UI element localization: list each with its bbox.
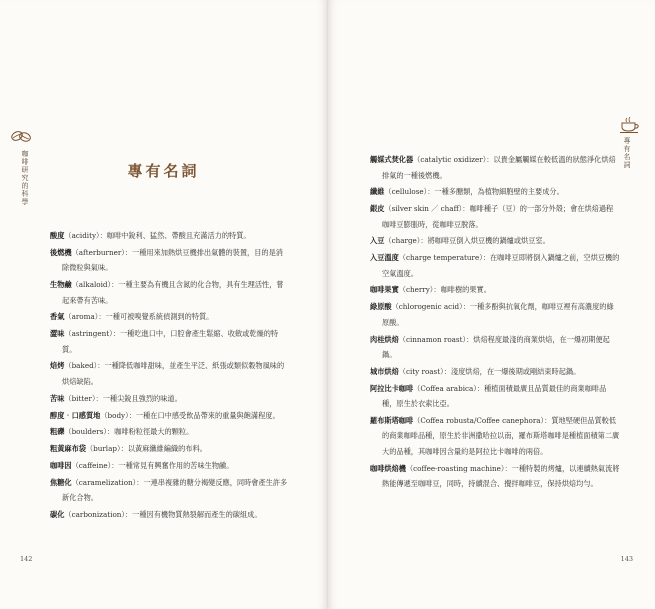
- entry-term: 焦糖化: [50, 477, 72, 487]
- glossary-list-right: [370, 152, 620, 493]
- entry-term: 入豆溫度: [370, 253, 399, 263]
- side-tab-chapter: 專有名詞: [623, 137, 631, 169]
- glossary-entry: [50, 458, 290, 474]
- glossary-entry: [370, 282, 620, 298]
- entry-term: 阿拉比卡咖啡: [370, 383, 414, 393]
- entry-term: 咖啡烘焙機: [370, 463, 406, 473]
- glossary-entry: [50, 475, 290, 506]
- entry-definition: （caramelization）：一連串複雜的糖分褐變反應，同時會產生許多新化合物。: [62, 477, 288, 503]
- glossary-entry: [370, 152, 620, 183]
- entry-definition: （catalytic oxidizer）：以貴金屬觸媒在較低溫的狀態淨化烘焙排氣的一種後燃機。: [382, 155, 616, 180]
- entry-definition: （alkaloid）：一種主要為有機且含氮的化合物，具有生理活性，嘗起來帶有苦味。: [62, 280, 284, 305]
- glossary-entry: [370, 364, 620, 380]
- glossary-entry: [370, 201, 620, 232]
- glossary-entry: [50, 408, 290, 424]
- entry-definition: （aroma）：一種可被嗅覺系統偵測到的特質。: [64, 312, 214, 322]
- entry-definition: （silver skin ／ chaff）：咖啡種子（豆）的一部分外殼；會在烘焙過程咖啡豆膨脹時，從咖啡豆脫落。: [382, 204, 614, 229]
- glossary-entry: [370, 184, 620, 200]
- entry-term: 苦味: [50, 393, 65, 403]
- glossary-entry: [50, 326, 290, 357]
- entry-definition: （body）：一種在口中感受飲品帶來的重量與飽滿程度。: [100, 410, 280, 420]
- glossary-entry: [370, 332, 620, 363]
- entry-definition: （afterburner）：一種用來加熱烘豆機排出氣體的裝置，目的是消除微粒與氣味。: [62, 247, 283, 273]
- entry-term: 焙烤: [50, 361, 65, 371]
- glossary-entry: [50, 358, 290, 389]
- entry-definition: （bitter）：一種尖銳且強烈的味道。: [64, 393, 182, 403]
- entry-term: 綠原酸: [370, 302, 392, 312]
- glossary-entry: [50, 309, 290, 325]
- entry-definition: （charge）：將咖啡豆倒入烘豆機的鍋爐或烘豆室。: [384, 236, 550, 246]
- left-page: [0, 0, 327, 609]
- glossary-entry: [370, 250, 620, 281]
- glossary-entry: [50, 228, 290, 244]
- entry-term: 咖啡果實: [370, 285, 399, 295]
- entry-definition: （cherry）：咖啡樹的果實。: [398, 285, 491, 295]
- glossary-entry: [50, 507, 290, 523]
- glossary-entry: [50, 245, 290, 276]
- entry-definition: （boulders）：咖啡粉粒徑最大的顆粒。: [64, 427, 194, 437]
- entry-term: 入豆: [370, 236, 385, 246]
- entry-definition: （chlorogenic acid）：一種多酚與抗氧化劑，咖啡豆裡有高濃度的綠原酸。: [382, 302, 614, 327]
- entry-definition: （acidity）：咖啡中銳利、猛然、帶酸且充滿活力的特質。: [64, 231, 251, 240]
- coffee-beans-icon: [10, 128, 32, 144]
- entry-term: 碳化: [50, 510, 65, 520]
- entry-definition: （cellulose）：一種多醣類，為植物細胞壁的主要成分。: [384, 187, 564, 197]
- glossary-entry: [50, 391, 290, 407]
- glossary-entry: [370, 461, 620, 492]
- entry-definition: （baked）：一種降低咖啡甜味，並產生平泛、紙張或類似穀物風味的烘焙缺陷。: [62, 361, 285, 386]
- entry-term: 銀皮: [370, 204, 385, 214]
- glossary-list-left: [50, 228, 290, 524]
- entry-term: 肉桂烘焙: [370, 334, 399, 344]
- entry-term: 城市烘焙: [370, 366, 399, 376]
- entry-definition: （Coffea arabica）：種植面積最廣且品質最佳的商業咖啡品種，原生於衣索比亞。: [382, 383, 607, 409]
- glossary-entry: [370, 233, 620, 249]
- right-page: [328, 0, 655, 609]
- entry-term: 生物鹼: [50, 280, 72, 290]
- page-number: 142: [20, 555, 33, 563]
- entry-term: 後燃機: [50, 247, 72, 257]
- entry-term: 咖啡因: [50, 460, 72, 470]
- entry-term: 纖維: [370, 187, 385, 197]
- entry-term: 粗礫: [50, 427, 65, 437]
- entry-term: 粗黃麻布袋: [50, 444, 86, 454]
- coffee-cup-icon: [619, 116, 641, 134]
- entry-definition: （cinnamon roast）：烘焙程度最淺的商業烘焙，在一爆初期便起鍋。: [382, 334, 610, 360]
- glossary-entry: [370, 413, 620, 460]
- entry-definition: （coffee-roasting machine）：一種特製的烤爐，以連續熱氣流將熱能傳遞至咖啡豆，同時，持續混合、攪拌咖啡豆，保持烘焙均勻。: [382, 463, 620, 489]
- entry-term: 酸度: [50, 231, 65, 240]
- glossary-entry: [50, 424, 290, 440]
- entry-definition: （Coffea robusta/Coffee canephora）：質地堅硬但品質較低的商業咖啡品種，原生於非洲撒哈拉以南，羅布斯塔咖啡是種植面積第二廣大的品種，其咖啡因含量約是阿拉比卡咖啡的兩倍。: [382, 415, 620, 456]
- entry-definition: （burlap）：以黃麻纖維編織的布料。: [85, 444, 207, 454]
- glossary-entry: [370, 381, 620, 412]
- side-tab-book-title: 咖啡研究的科學: [21, 150, 29, 206]
- glossary-entry: [50, 277, 290, 308]
- glossary-entry: [370, 299, 620, 330]
- entry-term: 醇度‧口感質地: [50, 410, 101, 420]
- page-title: 專有名詞: [127, 162, 200, 180]
- entry-term: 香氣: [50, 312, 65, 322]
- entry-term: 觸媒式焚化器: [370, 155, 414, 164]
- entry-term: 澀味: [50, 329, 65, 339]
- entry-definition: （carbonization）：一種因有機物質熱裂解而產生的碳組成。: [64, 510, 262, 520]
- entry-definition: （charge temperature）：在咖啡豆即將倒入鍋爐之前，空烘豆機的空氣溫度。: [382, 253, 620, 278]
- entry-definition: （city roast）：淺度烘焙，在一爆後期或剛結束時起鍋。: [398, 366, 581, 376]
- entry-definition: （astringent）：一種吃進口中，口腔會產生鬆縮、收斂或乾燥的特質。: [62, 329, 279, 354]
- entry-definition: （caffeine）：一種常見有興奮作用的苦味生物鹼。: [71, 460, 234, 470]
- page-number: 143: [620, 555, 633, 563]
- entry-term: 羅布斯塔咖啡: [370, 415, 414, 425]
- glossary-entry: [50, 441, 290, 457]
